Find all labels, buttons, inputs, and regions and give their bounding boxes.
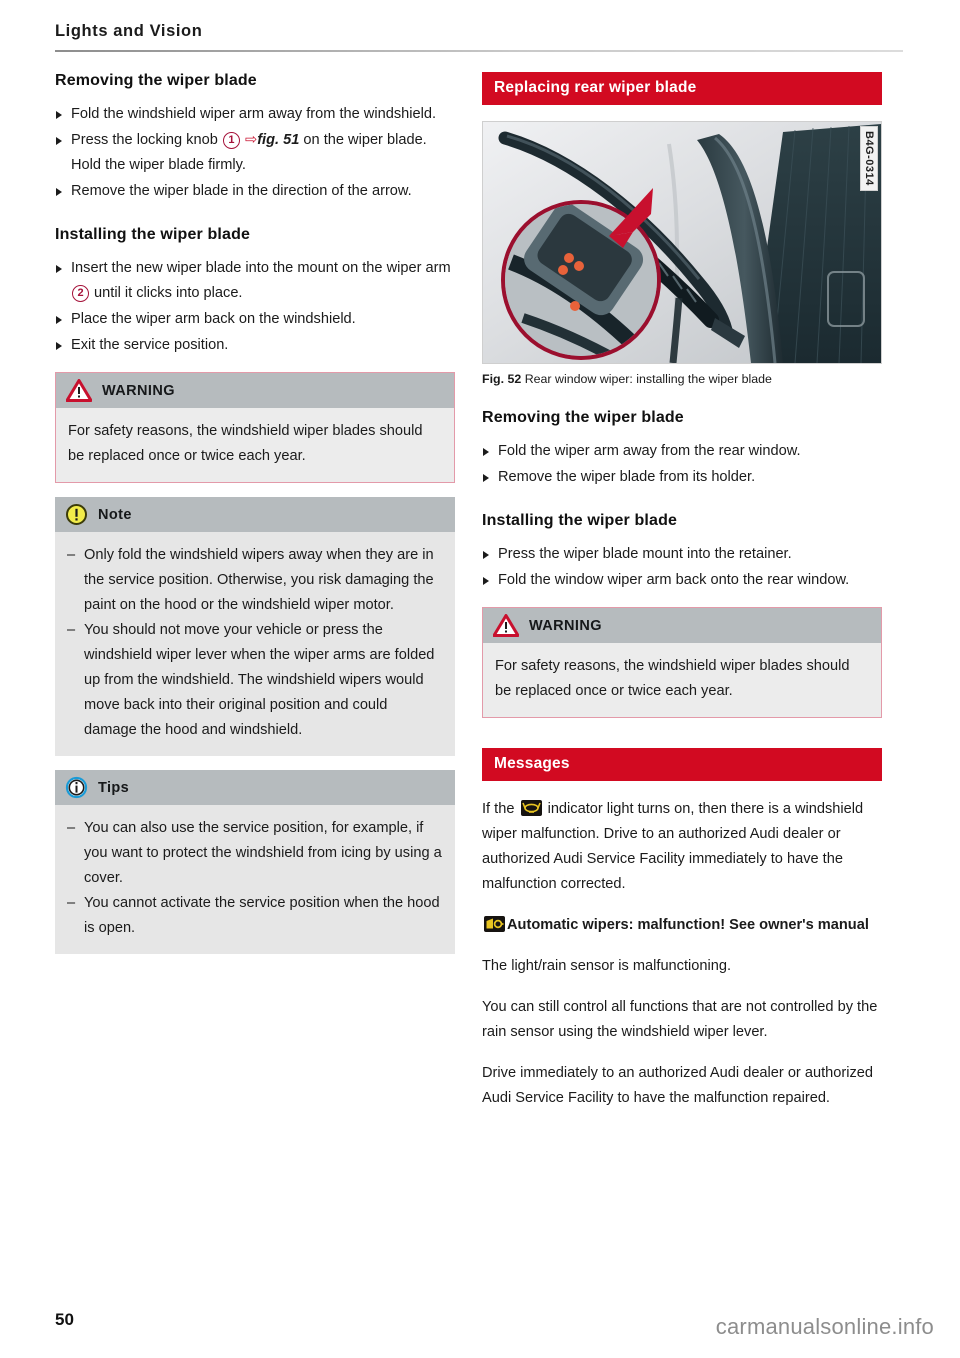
- left-column: [55, 72, 455, 968]
- step-text: Insert the new wiper blade into the mount on the wiper arm: [71, 260, 451, 276]
- tips-item-list: [67, 816, 443, 941]
- heading-removing-wiper-blade-right: Removing the wiper blade: [482, 409, 684, 426]
- figure-image: [482, 121, 882, 364]
- step-text-cont: until it clicks into place.: [90, 285, 243, 301]
- warning-box-text-right: For safety reasons, the windshield wiper blades should be replaced once or twice each year.: [495, 658, 850, 699]
- right-column: [482, 72, 882, 1127]
- warning-box-text: For safety reasons, the windshield wiper blades should be replaced once or twice each year.: [68, 423, 423, 464]
- step-text: Place the wiper arm back on the windshield.: [71, 311, 356, 327]
- list-item: Fold the wiper arm away from the rear window.: [482, 439, 882, 464]
- warning-box-right: [482, 607, 882, 718]
- figure-52: [482, 121, 882, 387]
- figure-caption: [482, 371, 882, 387]
- list-item: – Only fold the windshield wipers away when they are in the service position. Otherwise, you risk damaging the paint on the hood or the windshield wiper motor.: [67, 543, 443, 618]
- page-number: 50: [55, 1310, 74, 1329]
- messages-paragraph-4: Drive immediately to an authorized Audi dealer or authorized Audi Service Facility to have the malfunction repaired.: [482, 1065, 874, 1106]
- figure-cross-reference[interactable]: [245, 132, 299, 148]
- heading-installing-wiper-blade-right: Installing the wiper blade: [482, 512, 678, 529]
- list-item: – You can also use the service position, for example, if you want to protect the windshield from icing by using a cover.: [67, 816, 443, 891]
- warning-box-body-right: [483, 643, 881, 717]
- xref-arrow-icon: ⇨: [244, 132, 258, 148]
- running-head-title: Lights and Vision: [55, 22, 203, 40]
- step-text: Press the locking knob: [71, 132, 222, 148]
- warning-triangle-icon: [66, 379, 92, 402]
- xref-label: fig. 51: [257, 132, 300, 148]
- figure-caption-label: Fig. 52: [482, 372, 522, 386]
- tips-box-body: [55, 805, 455, 954]
- figure-code-label: B4G-0314: [860, 126, 878, 191]
- heading-installing-wiper-blade-left: Installing the wiper blade: [55, 226, 251, 243]
- list-item: Press the wiper blade mount into the retainer.: [482, 542, 882, 567]
- step-text-cont: on the wiper blade. Hold the wiper blade firmly.: [71, 132, 427, 173]
- step-text: Fold the windshield wiper arm away from the windshield.: [71, 106, 437, 122]
- warning-box-title: WARNING: [102, 382, 175, 399]
- warning-box-left: [55, 372, 455, 483]
- messages-paragraph-3: You can still control all functions that are not controlled by the rain sensor using the windshield wiper lever.: [482, 999, 878, 1040]
- list-item: [55, 333, 455, 358]
- warning-box-body: [56, 408, 454, 482]
- tips-box-title: Tips: [98, 779, 130, 796]
- list-item: [55, 179, 455, 204]
- info-circle-icon: [65, 776, 88, 799]
- warning-box-header: [56, 373, 454, 408]
- note-box-left: [55, 497, 455, 756]
- messages-paragraph-1: [482, 797, 882, 897]
- warning-triangle-icon: [493, 614, 519, 637]
- warning-box-title-right: WARNING: [529, 617, 602, 634]
- list-item: Fold the window wiper arm back onto the rear window.: [482, 568, 882, 593]
- step-text: Exit the service position.: [71, 337, 229, 353]
- warning-box-header-right: [483, 608, 881, 643]
- tips-box-header: [55, 770, 455, 805]
- wiper-malfunction-tell-tale-icon: [521, 800, 542, 816]
- chapter-bar-replacing-rear-wiper-blade: Replacing rear wiper blade: [482, 72, 882, 105]
- heading-removing-wiper-blade-left: Removing the wiper blade: [55, 72, 257, 89]
- note-item-list: [67, 543, 443, 743]
- messages-para1-pre: If the: [482, 801, 519, 817]
- removing-steps-list-right: [482, 439, 882, 490]
- list-item: [55, 307, 455, 332]
- note-box-title: Note: [98, 506, 132, 523]
- installing-steps-list-right: [482, 542, 882, 593]
- automatic-wipers-tell-tale-icon: [484, 916, 505, 932]
- messages-alert-line: [482, 913, 882, 938]
- note-box-body: [55, 532, 455, 756]
- note-box-header: [55, 497, 455, 532]
- callout-marker-2: 2: [72, 285, 89, 302]
- list-item: [55, 102, 455, 127]
- rear-wiper-illustration: [483, 122, 881, 363]
- messages-para1-post: indicator light turns on, then there is a windshield wiper malfunction. Drive to an authorized Audi dealer or authorized Audi Service Facility immediately to have the malfunction corrected.: [482, 801, 864, 892]
- list-item: [55, 128, 455, 178]
- list-item: Remove the wiper blade from its holder.: [482, 465, 882, 490]
- messages-paragraph-2: The light/rain sensor is malfunctioning.: [482, 958, 732, 974]
- chapter-bar-messages: Messages: [482, 748, 882, 781]
- list-item: [55, 256, 455, 306]
- running-head-rule: [55, 50, 903, 52]
- removing-steps-list-left: [55, 102, 455, 204]
- tips-box-left: [55, 770, 455, 954]
- figure-caption-text: Rear window wiper: installing the wiper blade: [524, 372, 772, 386]
- messages-alert-text: Automatic wipers: malfunction! See owner's manual: [507, 917, 869, 933]
- list-item: – You cannot activate the service position when the hood is open.: [67, 891, 443, 941]
- note-exclamation-icon: [65, 503, 88, 526]
- step-text: Remove the wiper blade in the direction of the arrow.: [71, 183, 412, 199]
- list-item: – You should not move your vehicle or press the windshield wiper lever when the wiper arms are folded up from the windshield. The windshield wipers would move back into their original position and could damage the hood and windshield.: [67, 618, 443, 743]
- running-head: [55, 22, 905, 52]
- watermark: carmanualsonline.info: [715, 1314, 934, 1339]
- callout-marker-1: 1: [223, 132, 240, 149]
- installing-steps-list-left: [55, 256, 455, 358]
